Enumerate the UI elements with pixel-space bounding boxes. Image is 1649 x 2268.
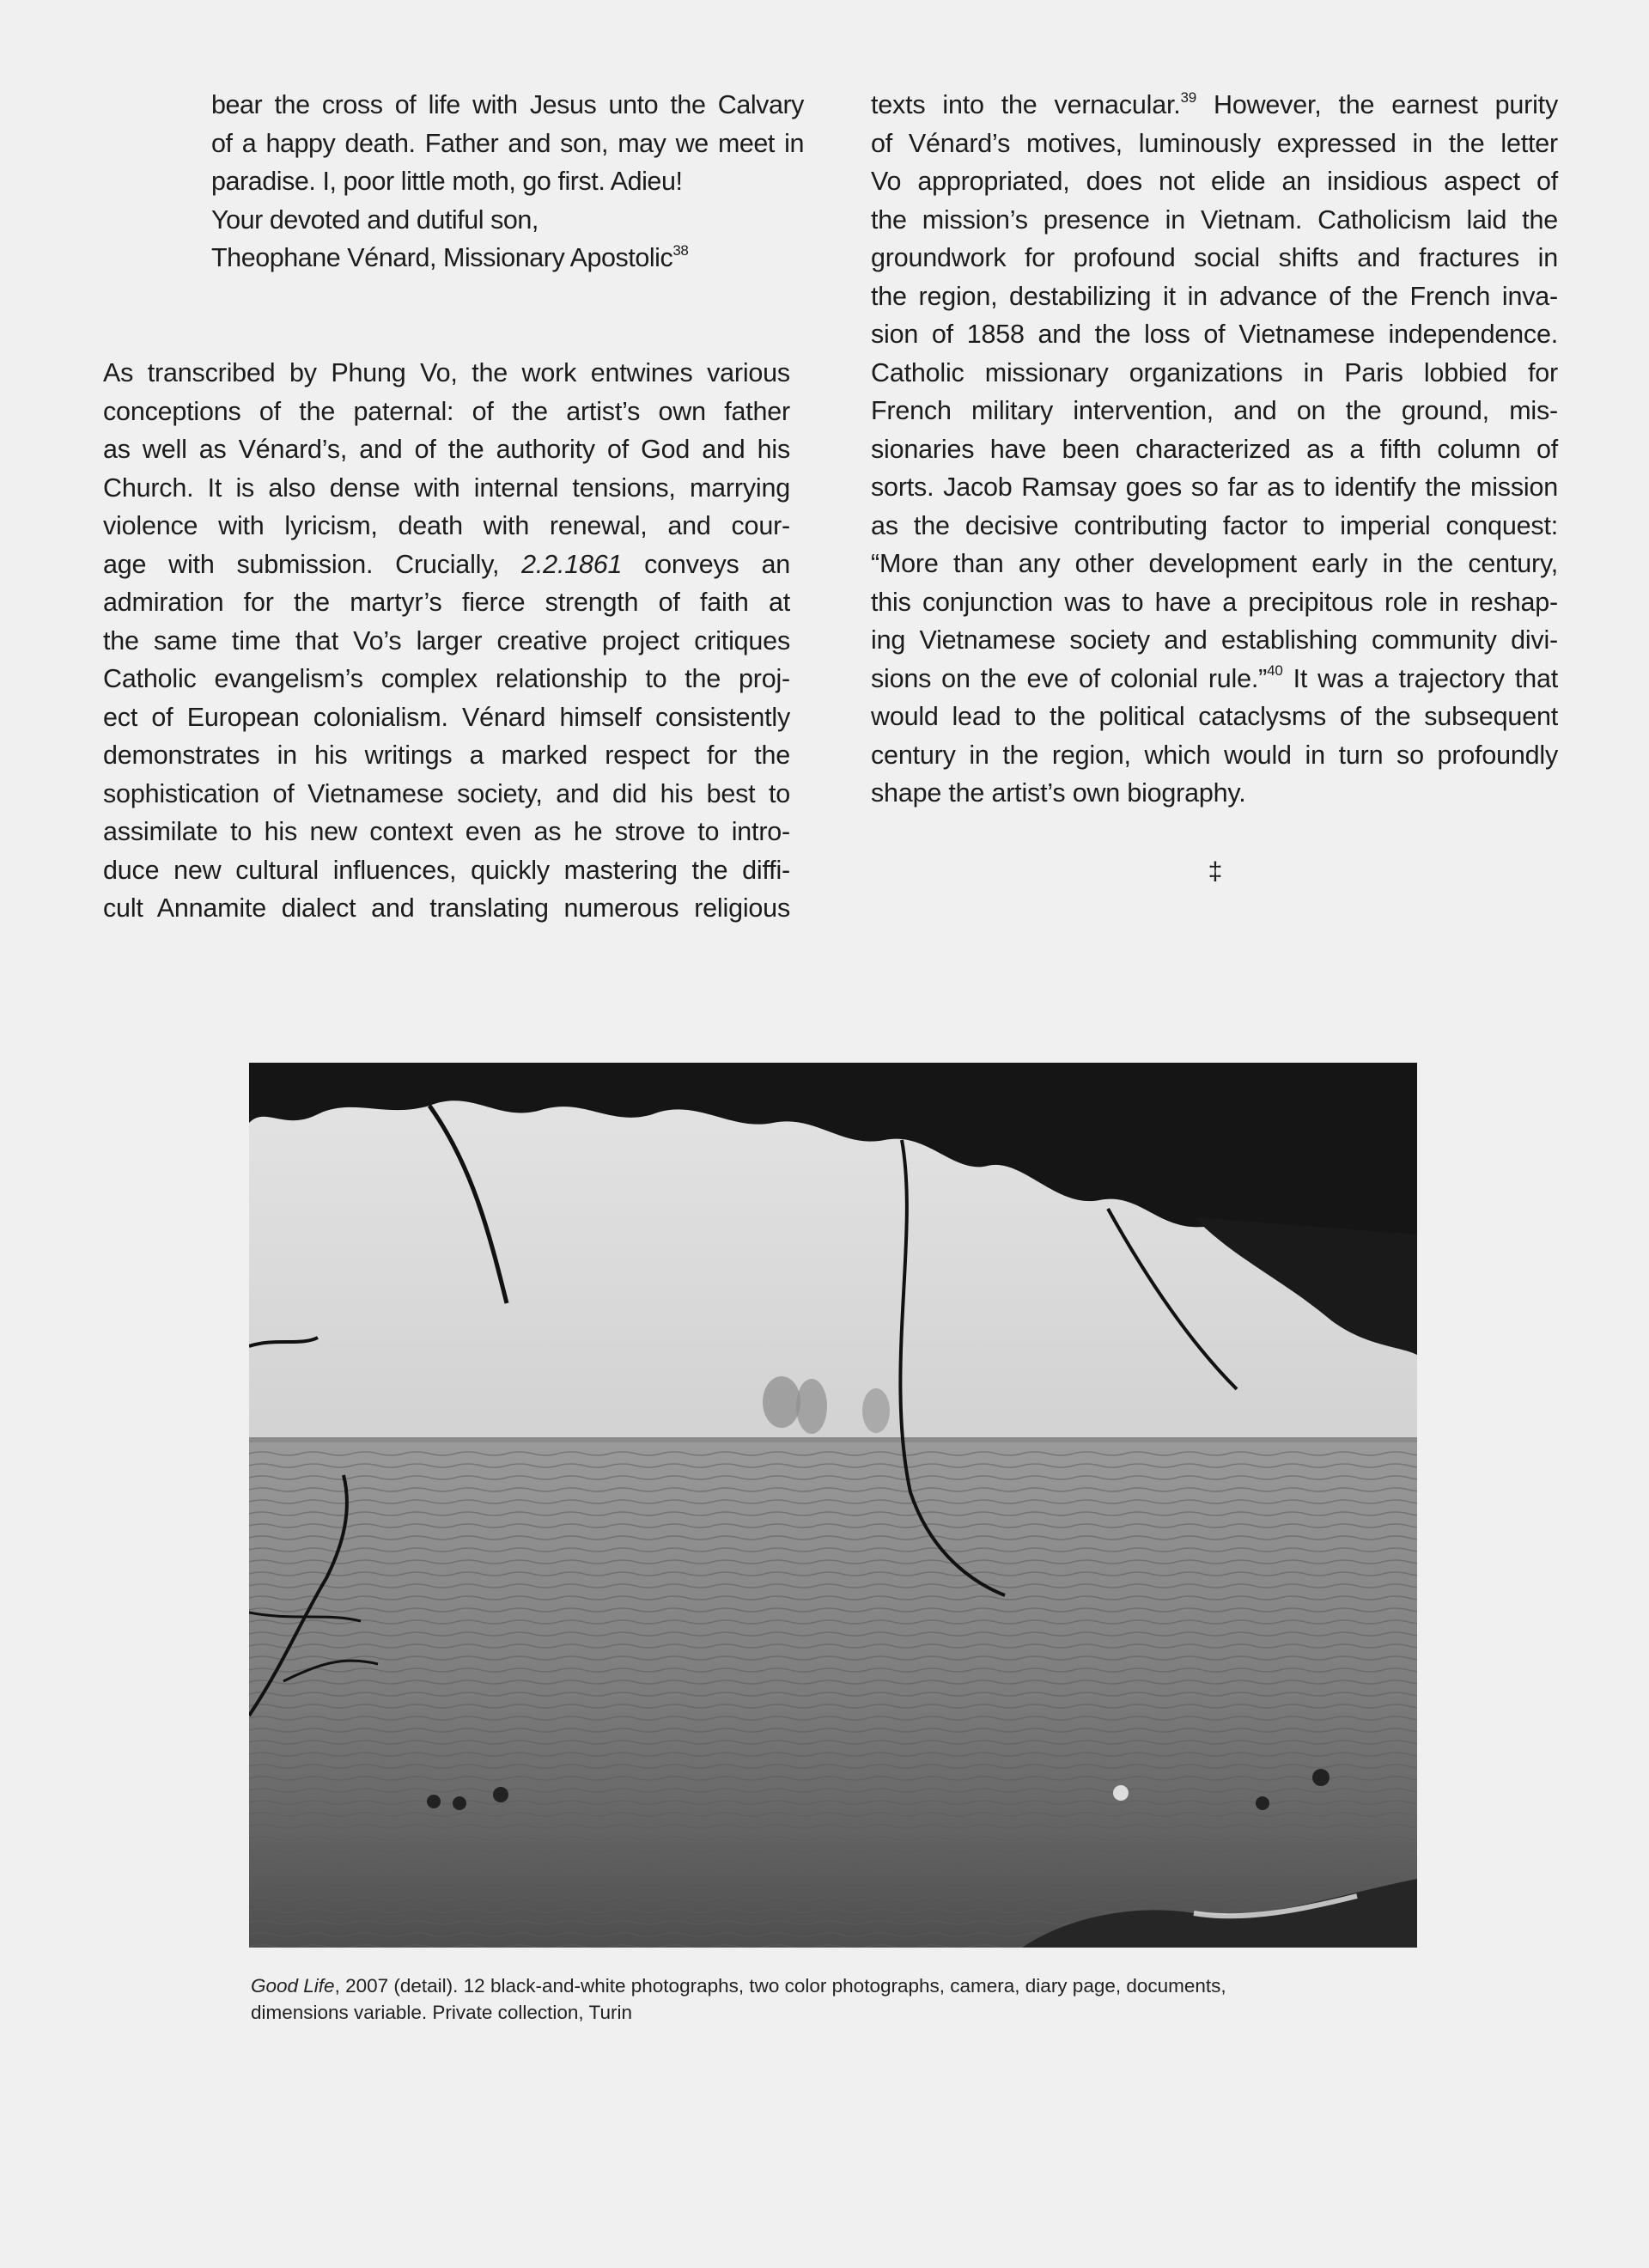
body-line: duce new cultural influences, quickly mastering the diffi- [103, 855, 790, 885]
body-line: would lead to the political cataclysms of the subsequent [871, 702, 1558, 731]
letter-line: of a happy death. Father and son, may we meet in [211, 128, 804, 158]
body-line: ect of European colonialism. Vénard himself consistently [103, 702, 790, 732]
body-line: sophistication of Vietnamese society, and did his best to [103, 778, 790, 808]
body-line: sionaries have been characterized as a fifth column of [871, 434, 1558, 464]
caption-line [251, 1972, 1453, 1999]
body-line: conceptions of the paternal: of the artist’s own father [103, 396, 790, 426]
body-line: violence with lyricism, death with renewal, and cour- [103, 511, 790, 540]
body-line: Vo appropriated, does not elide an insidious aspect of [871, 167, 1558, 196]
right-column [871, 86, 1558, 813]
body-line: sorts. Jacob Ramsay goes so far as to identify the mission [871, 472, 1558, 502]
body-text: sions on the eve of colonial rule.” [871, 663, 1268, 693]
section-break-mark: ‡ [1208, 857, 1223, 886]
letter-line: bear the cross of life with Jesus unto the Calvary [211, 90, 804, 119]
body-line: as well as Vénard’s, and of the authority of God and his [103, 435, 790, 464]
letter-signature [211, 239, 804, 277]
body-line: cult Annamite dialect and translating numerous religious [103, 893, 790, 923]
body-line: sion of 1858 and the loss of Vietnamese independence. [871, 320, 1558, 349]
artwork-title: 2.2.1861 [521, 549, 623, 579]
caption-text: , 2007 (detail). 12 black-and-white photographs, two color photographs, camera, diary page, documents, [334, 1975, 1226, 1997]
body-line: demonstrates in his writings a marked respect for the [103, 741, 790, 770]
body-line [103, 546, 790, 584]
body-line: Catholic evangelism’s complex relationship to the proj- [103, 664, 790, 693]
body-line: Church. It is also dense with internal tensions, marrying [103, 472, 790, 503]
body-line: the region, destabilizing it in advance of the French inva- [871, 281, 1558, 311]
caption-line: dimensions variable. Private collection, Turin [251, 2002, 632, 2023]
body-line: French military intervention, and on the ground, mis- [871, 396, 1558, 425]
caption-artwork-title: Good Life [251, 1975, 335, 1997]
body-text: age with submission. Crucially, [103, 549, 522, 579]
body-line: “More than any other development early in the century, [871, 549, 1558, 578]
body-line: this conjunction was to have a precipitous role in reshap- [871, 587, 1558, 617]
body-line: admiration for the martyr’s fierce strength of faith at [103, 588, 790, 617]
body-line: the same time that Vo’s larger creative project critiques [103, 625, 790, 655]
signature-text: Theophane Vénard, Missionary Apostolic [211, 243, 673, 272]
body-line: groundwork for profound social shifts and fractures in [871, 243, 1558, 272]
body-line: ing Vietnamese society and establishing community divi- [871, 625, 1558, 655]
body-line: century in the region, which would in turn so profoundly [871, 740, 1558, 770]
photograph-image [249, 1063, 1417, 1948]
letter-signoff: Your devoted and dutiful son, [211, 204, 539, 235]
body-text: conveys an [622, 549, 790, 579]
footnote-ref[interactable]: 40 [1267, 662, 1283, 680]
body-line [871, 660, 1558, 698]
body-line: of Vénard’s motives, luminously expressed in the letter [871, 128, 1558, 158]
letter-closing [211, 86, 804, 277]
body-line: As transcribed by Phung Vo, the work entwines various [103, 358, 790, 387]
left-column [103, 354, 790, 928]
body-line: the mission’s presence in Vietnam. Catholicism laid the [871, 204, 1558, 235]
body-line [871, 86, 1558, 125]
body-text: It was a trajectory that [1282, 663, 1558, 693]
footnote-ref[interactable]: 38 [672, 241, 689, 259]
body-line: shape the artist’s own biography. [871, 778, 1246, 808]
letter-line: paradise. I, poor little moth, go first. Adieu! [211, 167, 683, 196]
artwork-photograph [249, 1063, 1417, 1948]
body-line: assimilate to his new context even as he strove to intro- [103, 817, 790, 846]
body-line: as the decisive contributing factor to imperial conquest: [871, 510, 1558, 540]
body-line: Catholic missionary organizations in Paris lobbied for [871, 357, 1558, 387]
body-text: However, the earnest purity [1196, 90, 1558, 119]
footnote-ref[interactable]: 39 [1180, 88, 1197, 106]
body-text: texts into the vernacular. [871, 90, 1181, 119]
photo-caption [251, 1972, 1453, 2026]
